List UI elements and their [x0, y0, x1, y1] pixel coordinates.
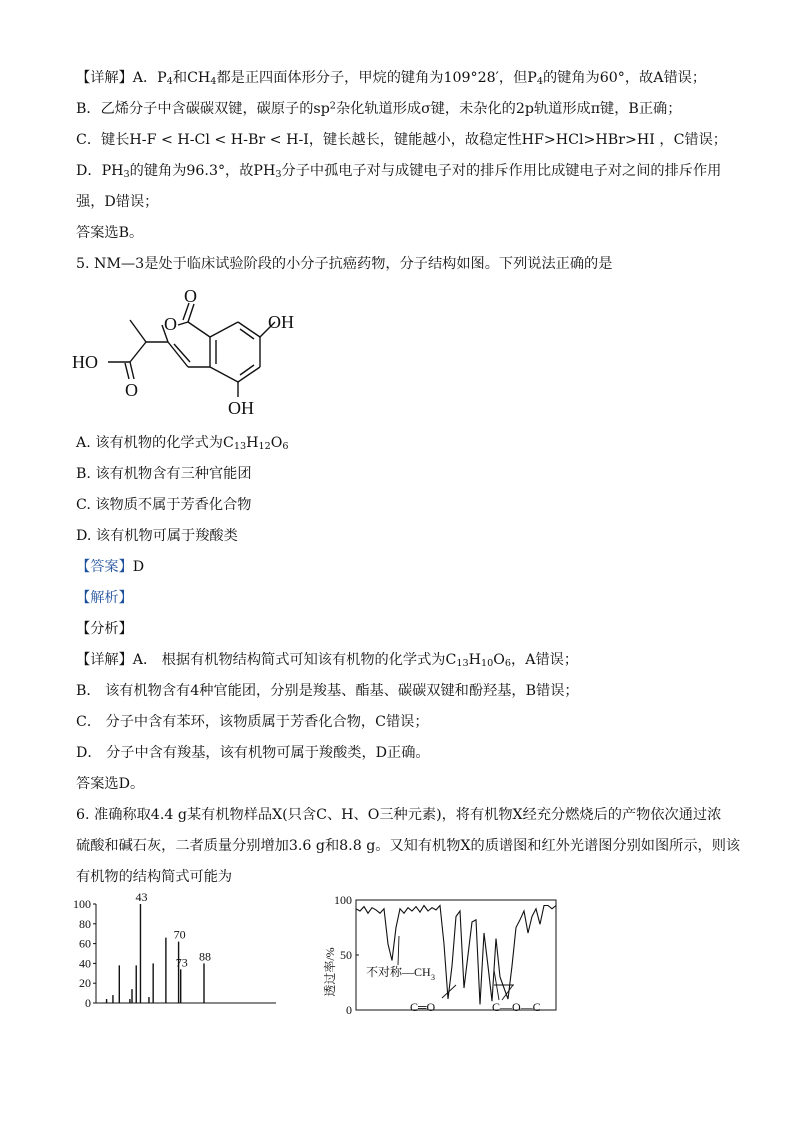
nm3-structure	[70, 282, 310, 422]
q5-jiexi-tag: 【解析】	[76, 590, 133, 606]
structure-label-o-acid: O	[125, 380, 138, 400]
q4-detail-c: C．键长H-F < H-Cl < H-Br < H-I，键长越长，键能越小，故稳定性HF>HCl>HBr>HI ，C错误；	[76, 132, 727, 148]
ir-annotation-co-text: C═O	[410, 1000, 436, 1014]
ms-peak-label: 88	[199, 949, 211, 964]
ir-y-tick-label: 50	[340, 948, 352, 962]
ir-spectrum-line	[356, 906, 556, 1005]
q4-answer: 答案选B。	[76, 225, 144, 241]
q5-option-b: B. 该有机物含有三种官能团	[76, 466, 252, 482]
q4-detail-d-cont: 强，D错误；	[76, 194, 159, 210]
ms-y-tick-label: 80	[79, 916, 91, 931]
structure-label-oh-top: OH	[268, 312, 294, 332]
q5-fenxi-tag: 【分析】	[76, 621, 133, 637]
q5-option-a: A. 该有机物的化学式为$C_{13}H_{12}O_6$	[76, 435, 289, 453]
ir-annotation-ch3-sub: 3	[431, 973, 435, 982]
ms-y-tick-label: 20	[79, 976, 91, 991]
structure-label-ho: HO	[72, 352, 98, 372]
ms-y-tick-label: 0	[85, 996, 91, 1010]
q5-stem: 5. NM—3是处于临床试验阶段的小分子抗癌药物，分子结构如图。下列说法正确的是	[76, 256, 613, 272]
structure-label-o-carbonyl: O	[184, 286, 197, 306]
q6-stem-2: 硫酸和碱石灰，二者质量分别增加3.6 g和8.8 g。又知有机物X的质谱图和红外光谱图分别如图所示，则该	[76, 838, 741, 854]
ir-annotation-coc	[492, 970, 541, 1014]
structure-label-o-ring: O	[164, 314, 177, 334]
q6-stem-3: 有机物的结构简式可能为	[76, 869, 233, 885]
q5-option-d: D. 该有机物可属于羧酸类	[76, 528, 238, 544]
q5-detail-a: 【详解】A． 根据有机物结构简式可知该有机物的化学式为$C_{13}H_{10}O_6$，A错误；	[76, 652, 579, 670]
q6-stem-1: 6. 准确称取4.4 g某有机物样品X(只含C、H、O三种元素)，将有机物X经充分燃烧后的产物依次通过浓	[76, 807, 722, 823]
ir-annotation-coc-text: C—O—C	[492, 1000, 541, 1014]
q4-detail-a: 【详解】A．$P_4$和$CH_4$都是正四面体形分子，甲烷的键角为109°28′，但$P_4$的键角为60°，故A错误；	[76, 70, 707, 88]
q5-answer: 【答案】D	[76, 559, 145, 575]
ms-y-tick-label: 40	[79, 956, 91, 971]
q5-option-c: C. 该物质不属于芳香化合物	[76, 497, 252, 513]
ir-annotation-ch3	[366, 936, 435, 982]
ir-spectrum-chart	[318, 890, 568, 1022]
ms-y-tick-label: 100	[73, 897, 91, 911]
ms-peak-label: 70	[173, 927, 186, 942]
ir-y-axis-label: 透过率/%	[323, 947, 337, 997]
answer-tag: 【答案】	[76, 559, 133, 575]
ir-y-tick-label: 100	[334, 893, 352, 907]
q5-detail-b: B． 该有机物含有4种官能团，分别是羧基、酯基、碳碳双键和酚羟基，B错误；	[76, 683, 579, 699]
structure-label-oh-bottom: OH	[228, 398, 254, 418]
ir-annotation-ch3-text: 不对称—CH	[366, 965, 431, 979]
ms-peak-label: 73	[175, 955, 188, 970]
ir-y-tick-label: 0	[346, 1003, 352, 1017]
q5-detail-c: C． 分子中含有苯环，该物质属于芳香化合物，C错误；	[76, 714, 429, 730]
q5-answer-final: 答案选D。	[76, 776, 145, 792]
q5-detail-d: D． 分子中含有羧基，该有机物可属于羧酸类，D正确。	[76, 745, 430, 761]
q4-detail-b: B．乙烯分子中含碳碳双键，碳原子的$sp^2$杂化轨道形成σ键，未杂化的2p轨道形成π键，B正确；	[76, 100, 682, 117]
q4-detail-d: D．$PH_3$的键角为96.3°，故$PH_3$分子中孤电子对与成键电子对的排斥作用比成键电子对之间的排斥作用	[76, 163, 722, 181]
mass-spectrum-chart	[64, 893, 284, 1015]
ms-y-tick-label: 60	[79, 936, 91, 951]
ms-peak-label: 43	[135, 893, 148, 904]
